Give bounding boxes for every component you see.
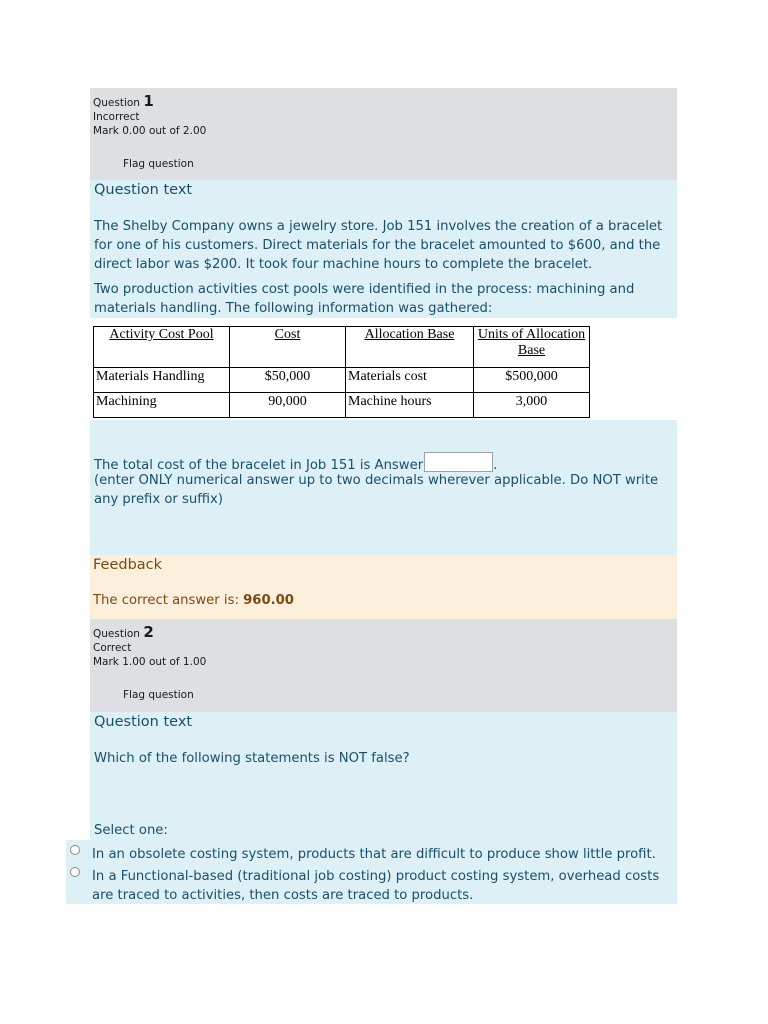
table-cell: Materials Handling <box>94 368 230 393</box>
option-1-radio[interactable] <box>70 845 80 855</box>
table-cell: Machining <box>94 393 230 418</box>
table-cell: 3,000 <box>474 393 590 418</box>
cost-pool-table <box>93 326 590 418</box>
question-2-options <box>66 840 677 904</box>
answer-input[interactable] <box>424 452 493 472</box>
question-1-label <box>93 92 154 110</box>
question-2-text-heading: Question text <box>94 714 193 730</box>
feedback-heading: Feedback <box>93 557 163 573</box>
question-2-mark: Mark 1.00 out of 1.00 <box>93 656 207 668</box>
question-1-state: Incorrect <box>93 111 140 123</box>
question-label-text: Question <box>93 628 140 640</box>
answer-period: . <box>493 458 498 473</box>
table-cell: Materials cost <box>346 368 474 393</box>
table-header-cell: Units of Allocation Base <box>474 327 590 368</box>
question-1-paragraph-1: The Shelby Company owns a jewelry store. Job 151 involves the creation of a bracelet for one of his customers. Direct materials for the bracelet amounted to $600, and the direct labor was $200. It took four machine hours to complete the bracelet. <box>94 219 663 272</box>
table-header-cell: Activity Cost Pool <box>94 327 230 368</box>
question-1-paragraph-2: Two production activities cost pools were identified in the process: machining and materials handling. The following information was gathered: <box>94 282 635 316</box>
question-2-formulation <box>90 712 677 840</box>
question-label-text: Question <box>93 97 140 109</box>
option-2-label[interactable]: In a Functional-based (traditional job costing) product costing system, overhead costs are traced to activities, then costs are traced to products. <box>92 869 660 903</box>
question-number: 2 <box>143 623 154 641</box>
table-row <box>94 393 590 418</box>
option-1-label[interactable]: In an obsolete costing system, products that are difficult to produce show little profit. <box>92 847 656 862</box>
answer-instruction: (enter ONLY numerical answer up to two decimals wherever applicable. Do NOT write any prefix or suffix) <box>94 473 659 507</box>
select-one-label: Select one: <box>94 823 168 838</box>
answer-prompt: The total cost of the bracelet in Job 151 is Answer <box>94 458 424 473</box>
feedback-text <box>93 593 294 608</box>
table-row <box>94 368 590 393</box>
question-1-formulation <box>90 180 677 318</box>
table-cell: $500,000 <box>474 368 590 393</box>
question-1-info <box>90 88 677 180</box>
question-1-feedback <box>90 555 677 619</box>
question-1-mark: Mark 0.00 out of 2.00 <box>93 125 207 137</box>
option-2-radio[interactable] <box>70 867 80 877</box>
feedback-value: 960.00 <box>243 593 294 608</box>
table-header-row <box>94 327 590 368</box>
table-cell: 90,000 <box>230 393 346 418</box>
question-2-info <box>90 619 677 712</box>
table-header-cell: Allocation Base <box>346 327 474 368</box>
question-2-state: Correct <box>93 642 132 654</box>
flag-question-2-link[interactable]: Flag question <box>123 689 194 701</box>
question-1-answer-area <box>90 420 677 555</box>
table-cell: Machine hours <box>346 393 474 418</box>
question-2-label <box>93 623 154 641</box>
question-1-text-heading: Question text <box>94 182 193 198</box>
table-header-cell: Cost <box>230 327 346 368</box>
question-2-prompt: Which of the following statements is NOT false? <box>94 751 410 766</box>
feedback-label: The correct answer is: <box>93 593 244 608</box>
question-number: 1 <box>143 92 154 110</box>
flag-question-1-link[interactable]: Flag question <box>123 158 194 170</box>
table-cell: $50,000 <box>230 368 346 393</box>
